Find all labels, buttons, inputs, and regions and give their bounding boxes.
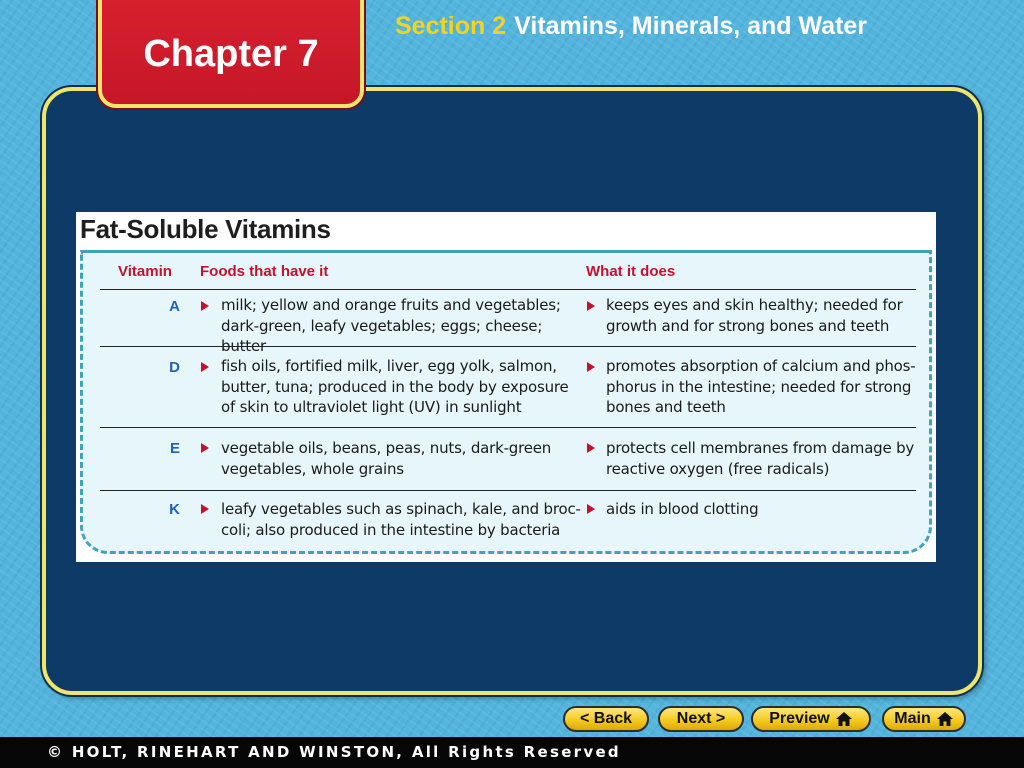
row-divider: [100, 490, 916, 491]
back-button-label: < Back: [579, 710, 633, 727]
copyright-text: © HOLT, RINEHART AND WINSTON, All Rights Reserved: [47, 743, 621, 761]
bullet-arrow-icon: [587, 443, 595, 453]
action-cell: protects cell membranes from damage by reactive oxygen (free radicals): [606, 439, 915, 478]
row-divider: [100, 427, 916, 428]
header-action: What it does: [586, 263, 676, 280]
bullet-arrow-icon: [201, 362, 209, 372]
bullet-arrow-icon: [201, 504, 209, 514]
foods-cell: fish oils, fortified milk, liver, egg yolk, salmon, butter, tuna; produced in the body by exposure of skin to ultraviolet light (UV) in sunlight: [221, 357, 569, 416]
header-foods: Foods that have it: [200, 263, 329, 280]
home-icon: [835, 711, 853, 727]
foods-cell: vegetable oils, beans, peas, nuts, dark-green vegetables, whole grains: [221, 439, 552, 478]
bullet-arrow-icon: [587, 504, 595, 514]
preview-button-label: Preview: [769, 710, 830, 727]
next-button[interactable]: [658, 706, 744, 732]
next-button-label: Next >: [676, 710, 726, 727]
action-cell: keeps eyes and skin healthy; needed for growth and for strong bones and teeth: [606, 296, 903, 335]
foods-cell: milk; yellow and orange fruits and vegetables; dark-green, leafy vegetables; eggs; cheese; butter: [221, 296, 561, 355]
foods-cell: leafy vegetables such as spinach, kale, and broc- coli; also produced in the intestine by bacteria: [221, 500, 581, 539]
vitamin-letter: K: [169, 501, 180, 518]
action-cell: aids in blood clotting: [606, 500, 759, 518]
section-title: Vitamins, Minerals, and Water: [514, 12, 868, 40]
footer-bar: [0, 737, 1024, 768]
figure-title: Fat-Soluble Vitamins: [80, 214, 331, 244]
home-icon: [936, 711, 954, 727]
main-button-label: Main: [894, 710, 931, 727]
vitamin-letter: D: [169, 359, 180, 376]
row-divider: [100, 346, 916, 347]
action-cell: promotes absorption of calcium and phos- phorus in the intestine; needed for strong bones and teeth: [606, 357, 916, 416]
bullet-arrow-icon: [587, 301, 595, 311]
vitamin-letter: E: [169, 440, 180, 457]
preview-button[interactable]: [751, 706, 871, 732]
section-label: Section 2: [395, 12, 507, 40]
chapter-label: Chapter 7: [143, 32, 319, 75]
chapter-tab: [98, 0, 364, 108]
header-vitamin: Vitamin: [118, 263, 172, 280]
bullet-arrow-icon: [587, 362, 595, 372]
bullet-arrow-icon: [201, 443, 209, 453]
main-button[interactable]: [882, 706, 966, 732]
vitamin-letter: A: [169, 298, 180, 315]
back-button[interactable]: [563, 706, 649, 732]
bullet-arrow-icon: [201, 301, 209, 311]
section-heading: [395, 9, 875, 43]
row-divider: [100, 289, 916, 290]
